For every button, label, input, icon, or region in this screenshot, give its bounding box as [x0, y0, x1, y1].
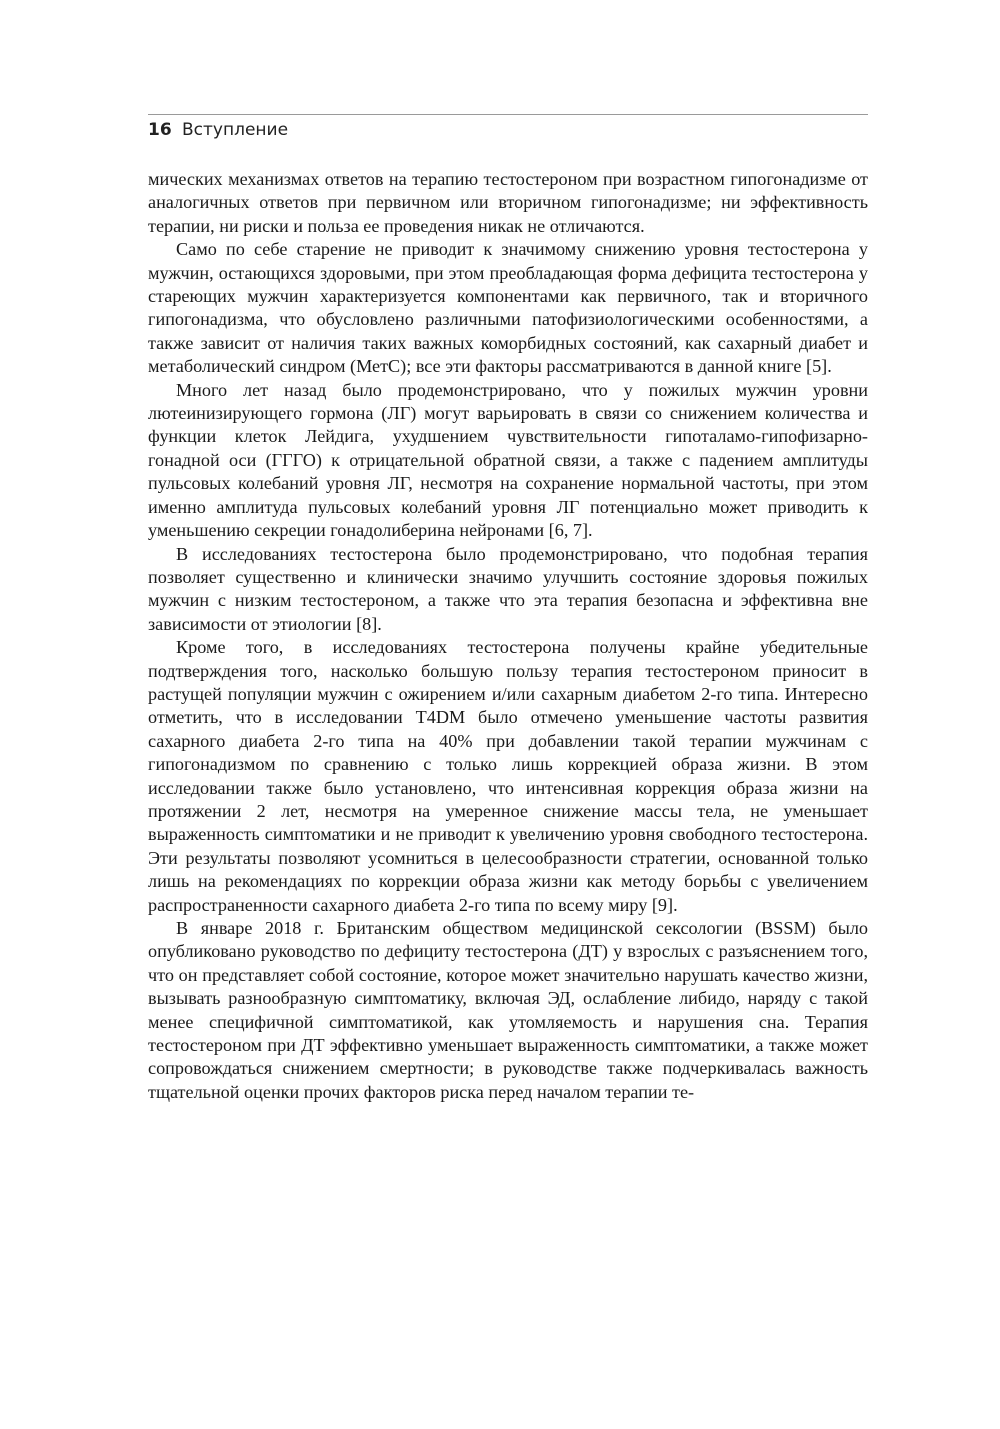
paragraph-continued: мических механизмах ответов на терапию тестостероном при возрастном гипогонадизме от аналогичных ответов при первичном или вторичном гипогонадизме; ни эффективность терапии, ни риски и польза ее проведения никак не отличаются. — [148, 169, 868, 236]
paragraph: Много лет назад было продемонстрировано, что у пожилых мужчин уровни лютеинизирующего гормона (ЛГ) могут варьировать в связи со снижением количества и функции клеток Лейдига, ухудшением чувствительности гипоталамо-гипофизарно-гонадной оси (ГГГО) к отрицательной обратной связи, а также с падением амплитуды пульсовых колебаний уровня ЛГ, несмотря на сохранение нормальной частоты, при этом именно амплитуда пульсовых колебаний уровня ЛГ потенциально может приводить к уменьшению секреции гонадолиберина нейронами [6, 7]. — [148, 379, 868, 541]
header-rule — [148, 114, 868, 115]
body-text — [148, 168, 868, 1104]
page-number: 16 — [148, 120, 172, 140]
paragraph: В январе 2018 г. Британским обществом медицинской сексологии (BSSM) было опубликовано руководство по дефициту тестостерона (ДТ) у взрослых с разъяснением того, что он представляет собой состояние, которое может значительно нарушать качество жизни, вызывать разнообразную симптоматику, включая ЭД, ослабление либидо, наряду с такой менее специфичной симптоматикой, как утомляемость и нарушения сна. Терапия тестостероном при ДТ эффективно уменьшает выраженность симптоматики, а также может сопровождаться снижением смертности; в руководстве также подчеркивалась важность тщательной оценки прочих факторов риска перед началом терапии те- — [148, 918, 868, 1102]
section-title: Вступление — [182, 120, 289, 140]
paragraph: В исследованиях тестостерона было продемонстрировано, что подобная терапия позволяет существенно и клинически значимо улучшить состояние здоровья пожилых мужчин с низким тестостероном, а также что эта терапия безопасна и эффективна вне зависимости от этиологии [8]. — [148, 543, 868, 634]
paragraph: Кроме того, в исследованиях тестостерона получены крайне убедительные подтверждения того, насколько большую пользу терапия тестостероном приносит в растущей популяции мужчин с ожирением и/или сахарным диабетом 2-го типа. Интересно отметить, что в исследовании T4DM было отмечено уменьшение частоты развития сахарного диабета 2-го типа на 40% при добавлении такой терапии мужчинам с гипогонадизмом по сравнению с только лишь коррекцией образа жизни. В этом исследовании также было установлено, что интенсивная коррекция образа жизни на протяжении 2 лет, несмотря на умеренное снижение массы тела, не уменьшает выраженность симптоматики и не приводит к увеличению уровня свободного тестостерона. Эти результаты позволяют усомниться в целесообразности стратегии, основанной только лишь на рекомендациях по коррекции образа жизни как методу борьбы с увеличением распространенности сахарного диабета 2-го типа по всему миру [9]. — [148, 637, 868, 915]
paragraph: Само по себе старение не приводит к значимому снижению уровня тестостерона у мужчин, остающихся здоровыми, при этом преобладающая форма дефицита тестостерона у стареющих мужчин характеризуется компонентами как первичного, так и вторичного гипогонадизма, что обусловлено различными патофизиологическими особенностями, а также зависит от наличия таких важных коморбидных состояний, как сахарный диабет и метаболический синдром (МетС); все эти факторы рассматриваются в данной книге [5]. — [148, 239, 868, 377]
running-header — [148, 118, 868, 144]
